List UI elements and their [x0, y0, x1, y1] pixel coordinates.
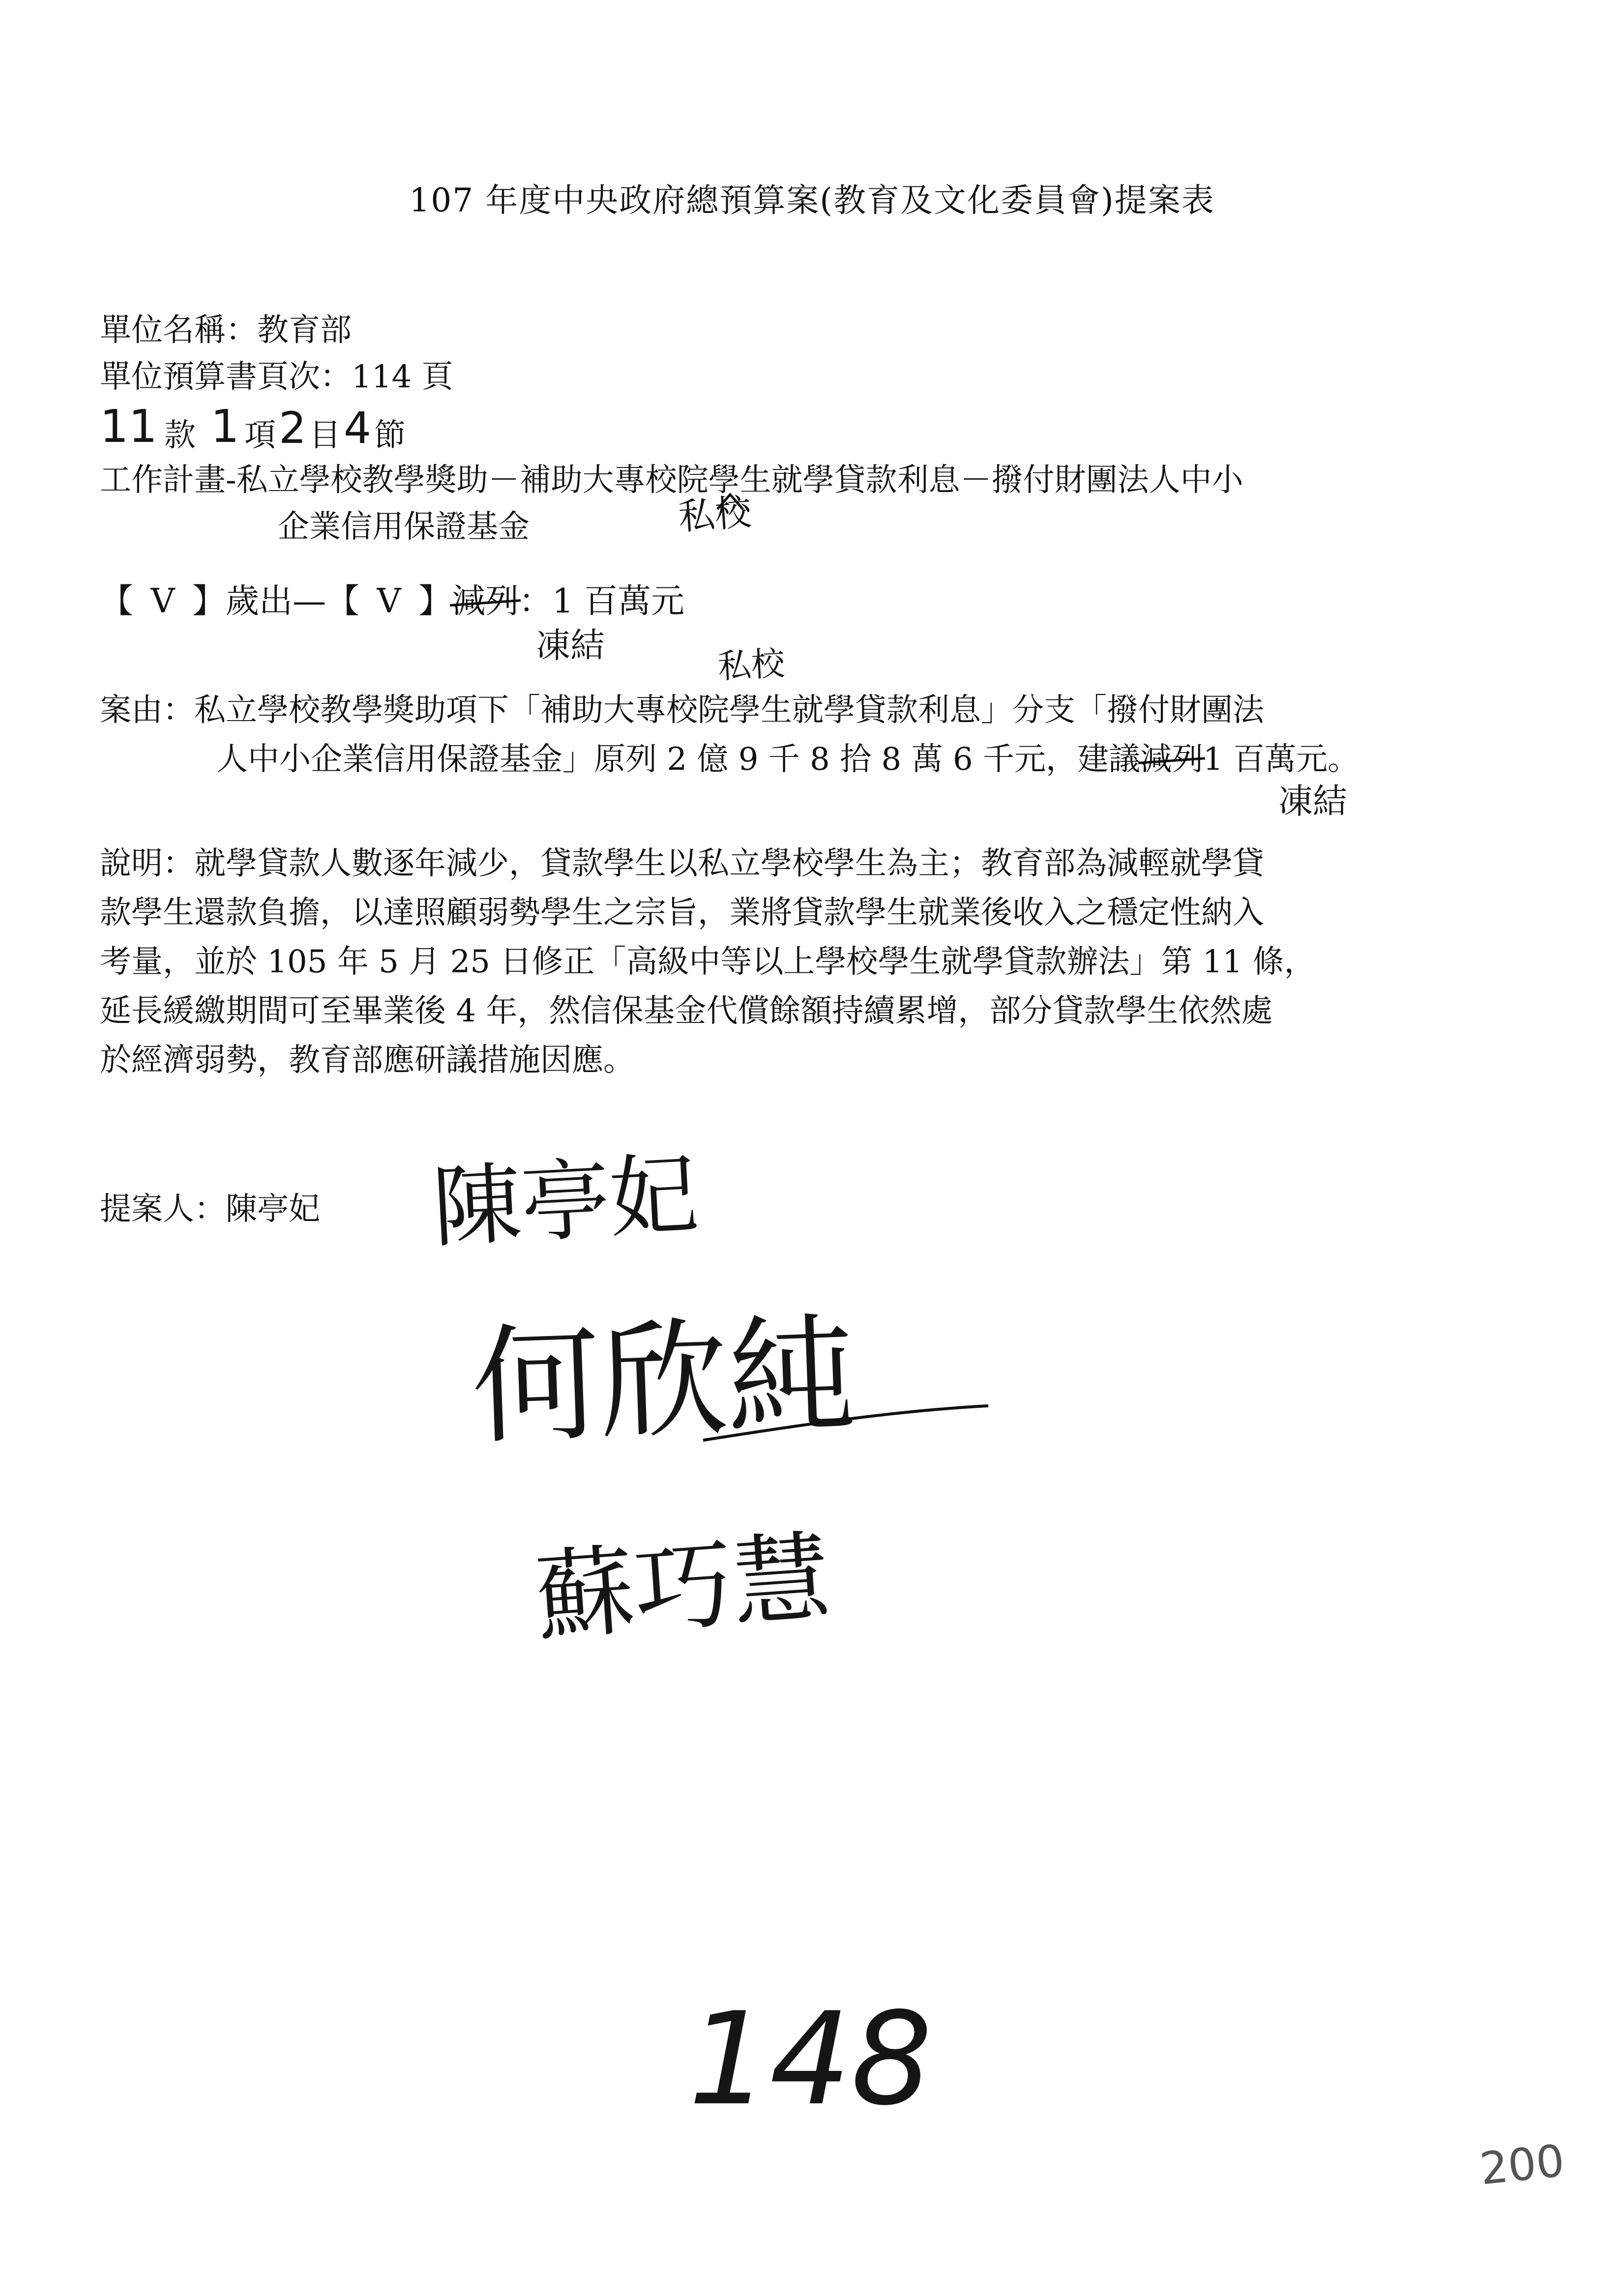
handwritten-jie-number: 4 [343, 403, 371, 453]
page-ref-value: 114 頁 [352, 359, 453, 395]
work-plan-line-2: 企業信用保證基金 [278, 509, 530, 545]
checkmark-expense: V [150, 582, 175, 621]
expense-label: 】歲出—【 [192, 582, 360, 621]
handwritten-xiang-number: 1 [210, 400, 239, 453]
description-line-1: 說明：就學貸款人數逐年減少，貸款學生以私立學校學生為主；教育部為減輕就學貸 [100, 845, 1264, 882]
proposer-label: 提案人： [100, 1191, 226, 1227]
unit-label: 單位名稱： [100, 312, 257, 349]
reason-handwritten-correction: 凍結 [1278, 781, 1347, 821]
checkmark-reduce: V [377, 582, 401, 621]
reason-line-2-end: 1 百萬元。 [1203, 741, 1359, 778]
signature-1: 陳亭妃 [430, 1143, 701, 1260]
handwritten-correction-freeze: 凍結 [536, 625, 605, 666]
jie-label: 節 [374, 417, 406, 454]
budget-amount: ：1 百萬元 [519, 582, 684, 621]
handwritten-note-private: 私校 [677, 491, 753, 539]
corner-note: 200 [1477, 2135, 1567, 2195]
unit-value: 教育部 [257, 312, 352, 349]
description-line-2: 款學生還款負擔，以達照顧弱勢學生之宗旨，業將貸款學生就業後收入之穩定性納入 [100, 895, 1264, 931]
bracket-close-2: 】 [418, 582, 452, 621]
mu-label: 目 [309, 417, 341, 454]
signature-3: 蘇巧慧 [532, 1520, 835, 1655]
reason-line-1: 案由：私立學校教學獎助項下「補助大專校院學生就學貸款利息」分支「撥付財團法 [100, 692, 1264, 728]
proposer-row [100, 1193, 320, 1225]
signature-2: 何欣純 [469, 1300, 858, 1462]
page-number-handwritten: 148 [688, 1985, 933, 2134]
insertion-caret-icon [715, 492, 745, 511]
description-line-3: 考量，並於 105 年 5 月 25 日修正「高級中等以上學校學生就學貸款辦法」第 11 條， [100, 944, 1316, 980]
description-line-4: 延長緩繳期間可至畢業後 4 年，然信保基金代償餘額持續累增，部分貸款學生依然處 [100, 993, 1273, 1029]
reason-struck-word: 減列 [1140, 741, 1204, 778]
page-ref-row [100, 361, 453, 393]
handwritten-mu-number: 2 [278, 403, 306, 453]
description-line-5: 於經濟弱勢，教育部應研議措施因應。 [100, 1042, 635, 1078]
form-title: 107 年度中央政府總預算案(教育及文化委員會)提案表 [409, 181, 1215, 219]
reason-line-2-text: 人中小企業信用保證基金」原列 2 億 9 千 8 拾 8 萬 6 千元，建議 [216, 741, 1141, 778]
section-row [100, 400, 406, 454]
page-ref-label: 單位預算書頁次： [100, 359, 352, 395]
work-plan-line-1: 工作計畫-私立學校教學獎助－補助大專校院學生就學貸款利息－撥付財團法人中小 [100, 462, 1243, 498]
handwritten-kuan-number: 11 [100, 400, 158, 453]
kuan-label: 款 [164, 417, 196, 454]
xiang-label: 項 [244, 417, 276, 454]
handwritten-insert-private-school: 私校 [716, 644, 786, 687]
signature-underline-stroke [698, 1396, 993, 1455]
budget-row [100, 582, 684, 621]
bracket-open-1: 【 [100, 582, 134, 621]
proposer-name: 陳亭妃 [226, 1191, 320, 1227]
unit-row [100, 312, 352, 349]
struck-reduce-word: 減列 [452, 582, 519, 621]
reason-line-2 [216, 741, 1359, 778]
